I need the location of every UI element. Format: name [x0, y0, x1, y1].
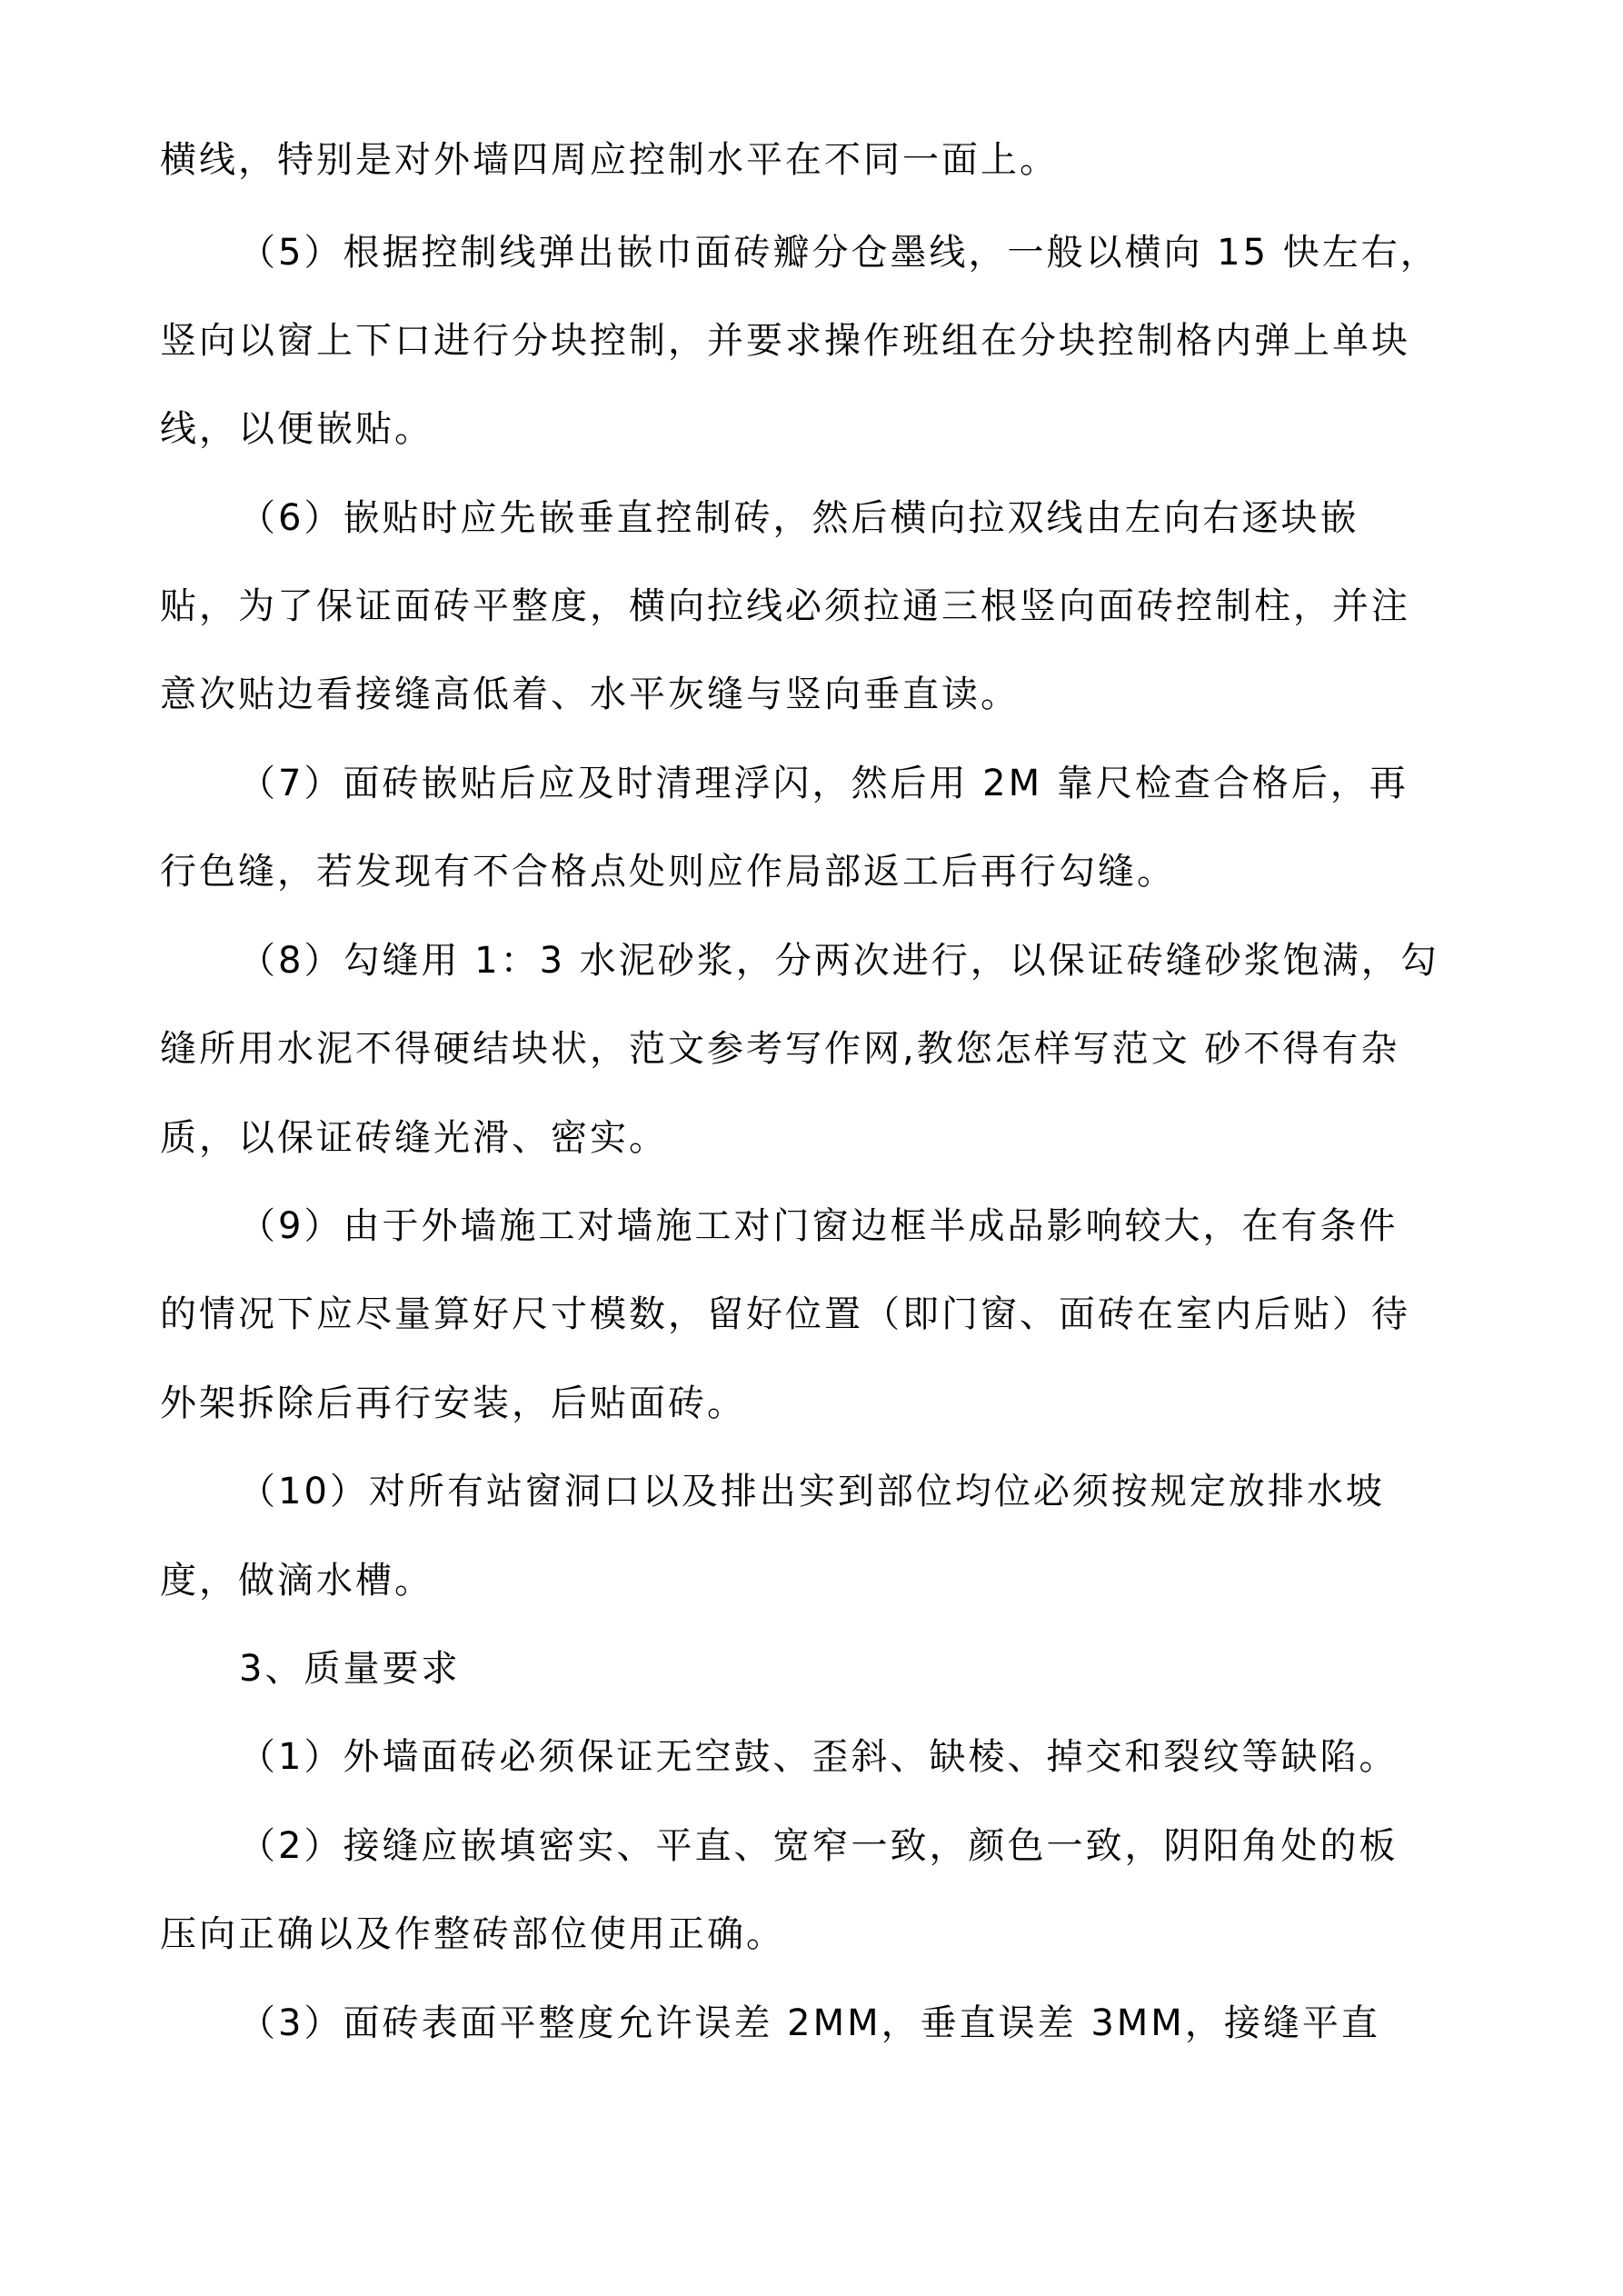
text-line: 行色缝，若发现有不合格点处则应作局部返工后再行勾缝。: [160, 851, 1176, 893]
text-line: 压向正确以及作整砖部位使用正确。: [160, 1913, 785, 1955]
text-line: 意次贴边看接缝高低着、水平灰缝与竖向垂直读。: [160, 674, 1020, 715]
text-line: 竖向以窗上下口进行分块控制，并要求操作班组在分块控制格内弹上单块: [160, 320, 1410, 362]
text-line: （10）对所有站窗洞口以及排出实到部位均位必须按规定放排水坡: [239, 1471, 1385, 1512]
text-line: 度，做滴水槽。: [160, 1560, 433, 1602]
text-line: （8）勾缝用 1：3 水泥砂浆，分两次进行，以保证砖缝砂浆饱满，勾: [239, 940, 1439, 982]
text-line: 横线，特别是对外墙四周应控制水平在不同一面上。: [160, 139, 1059, 181]
text-line: （6）嵌贴时应先嵌垂直控制砖，然后横向拉双线由左向右逐块嵌: [239, 497, 1359, 539]
text-line: 贴，为了保证面砖平整度，横向拉线必须拉通三根竖向面砖控制柱，并注: [160, 585, 1410, 627]
text-line: （2）接缝应嵌填密实、平直、宽窄一致，颜色一致，阴阳角处的板: [239, 1825, 1399, 1867]
text-line: （3）面砖表面平整度允许误差 2MM，垂直误差 3MM，接缝平直: [239, 2002, 1380, 2044]
text-line: 缝所用水泥不得硬结块状，范文参考写作网,教您怎样写范文 砂不得有杂: [160, 1028, 1400, 1070]
text-line: （7）面砖嵌贴后应及时清理浮闪，然后用 2M 靠尺检查合格后，再: [239, 763, 1409, 804]
text-line: 质，以保证砖缝光滑、密实。: [160, 1117, 668, 1159]
text-line: 的情况下应尽量算好尺寸模数，留好位置（即门窗、面砖在室内后贴）待: [160, 1293, 1410, 1335]
section-heading: 3、质量要求: [239, 1648, 461, 1690]
text-line: （1）外墙面砖必须保证无空鼓、歪斜、缺棱、掉交和裂纹等缺陷。: [239, 1736, 1399, 1778]
text-line: 线，以便嵌贴。: [160, 408, 433, 450]
text-line: 外架拆除后再行安装，后贴面砖。: [160, 1383, 746, 1424]
text-line: （5）根据控制线弹出嵌巾面砖瓣分仓墨线，一般以横向 15 快左右，: [239, 232, 1439, 274]
text-line: （9）由于外墙施工对墙施工对门窗边框半成品影响较大，在有条件: [239, 1205, 1399, 1247]
